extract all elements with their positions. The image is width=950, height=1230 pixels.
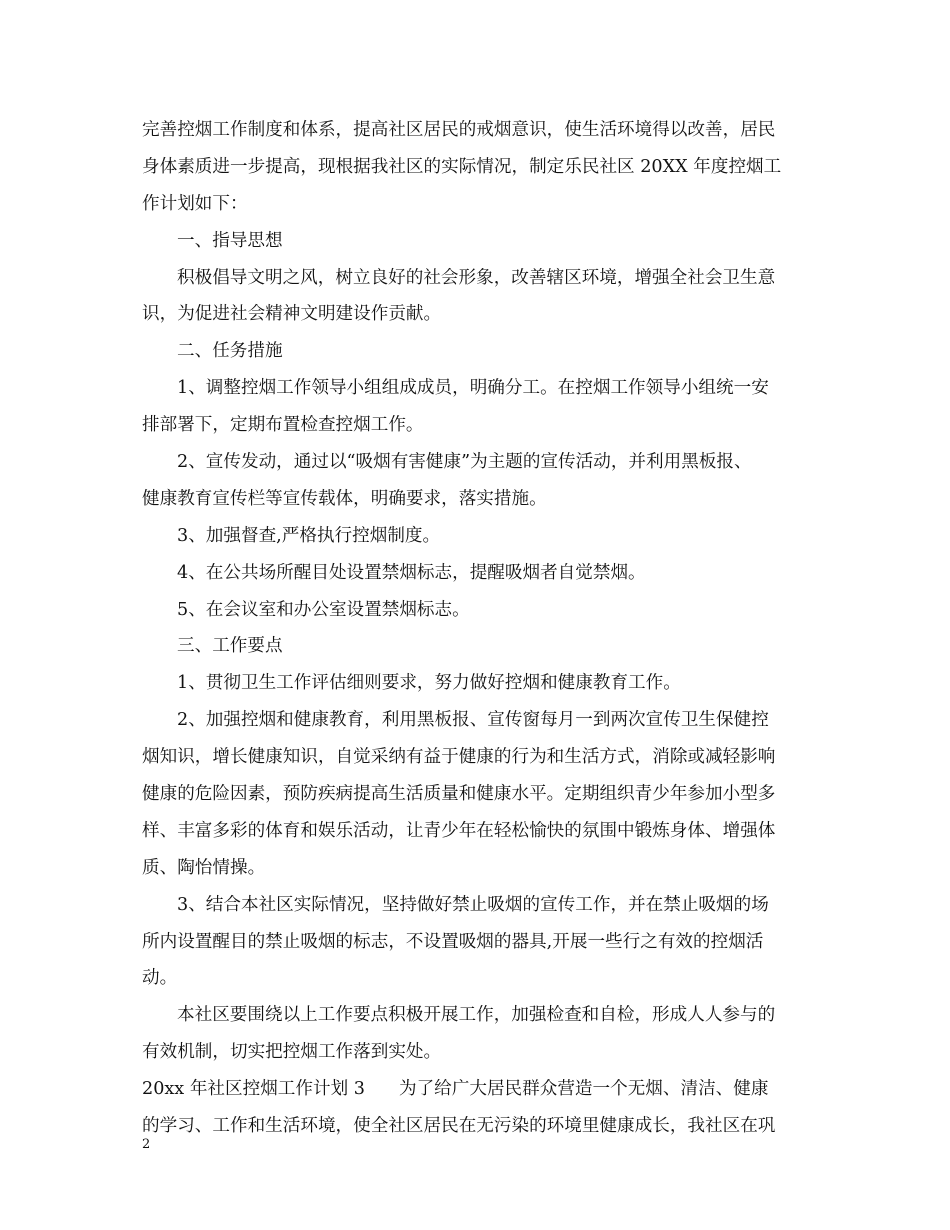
list-item-line: 3、加强督查,严格执行控烟制度。 [177, 525, 441, 546]
list-item-line: 3、结合本社区实际情况，坚持做好禁止吸烟的宣传工作，并在禁止吸烟的场 [177, 894, 769, 915]
list-item-line: 2、宣传发动，通过以“吸烟有害健康”为主题的宣传活动，并利用黑板报、 [177, 452, 752, 473]
body-line: 样、丰富多彩的体育和娱乐活动，让青少年在轻松愉快的氛围中锻炼身体、增强体 [142, 820, 776, 841]
body-line: 的学习、工作和生活环境，使全社区居民在无污染的环境里健康成长，我社区在巩 [142, 1116, 776, 1137]
body-line: 识，为促进社会精神文明建设作贡献。 [142, 304, 442, 325]
body-line: 健康教育宣传栏等宣传载体，明确要求，落实措施。 [142, 488, 547, 509]
body-line: 排部署下，定期布置检查控烟工作。 [142, 415, 424, 436]
list-item-line: 1、调整控烟工作领导小组组成成员，明确分工。在控烟工作领导小组统一安 [177, 378, 769, 399]
section-heading: 三、工作要点 [177, 636, 283, 657]
body-line: 动。 [142, 968, 178, 989]
list-item-line: 2、加强控烟和健康教育，利用黑板报、宣传窗每月一到两次宣传卫生保健控 [177, 710, 769, 731]
list-item-line: 1、贯彻卫生工作评估细则要求，努力做好控烟和健康教育工作。 [177, 673, 681, 694]
heading-line [142, 1071, 812, 1108]
page-number: 2 [142, 1137, 151, 1152]
body-line: 身体素质进一步提高，现根据我社区的实际情况，制定乐民社区 20XX 年度控烟工 [142, 156, 782, 177]
article-title: 20xx 年社区控烟工作计划 3 [142, 1079, 365, 1100]
body-line: 健康的危险因素，预防疾病提高生活质量和健康水平。定期组织青少年参加小型多 [142, 784, 776, 805]
body-line: 有效机制，切实把控烟工作落到实处。 [142, 1042, 442, 1063]
body-line: 烟知识，增长健康知识，自觉采纳有益于健康的行为和生活方式，消除或减轻影响 [142, 747, 776, 768]
document-body [142, 112, 812, 1145]
paragraph-line: 积极倡导文明之风，树立良好的社会形象，改善辖区环境，增强全社会卫生意 [177, 267, 776, 288]
section-heading: 二、任务措施 [177, 341, 283, 362]
body-line: 作计划如下： [142, 193, 248, 214]
body-line: 所内设置醒目的禁止吸烟的标志，不设置吸烟的器具,开展一些行之有效的控烟活 [142, 931, 764, 952]
section-heading: 一、指导思想 [177, 230, 283, 251]
paragraph-line: 本社区要围绕以上工作要点积极开展工作，加强检查和自检，形成人人参与的 [177, 1005, 776, 1026]
list-item-line: 5、在会议室和办公室设置禁烟标志。 [177, 599, 470, 620]
list-item-line: 4、在公共场所醒目处设置禁烟标志，提醒吸烟者自觉禁烟。 [177, 562, 646, 583]
article-intro: 为了给广大居民群众营造一个无烟、清洁、健康 [398, 1079, 769, 1100]
body-line: 质、陶怡情操。 [142, 857, 266, 878]
body-line: 完善控烟工作制度和体系，提高社区居民的戒烟意识，使生活环境得以改善，居民 [142, 120, 776, 140]
